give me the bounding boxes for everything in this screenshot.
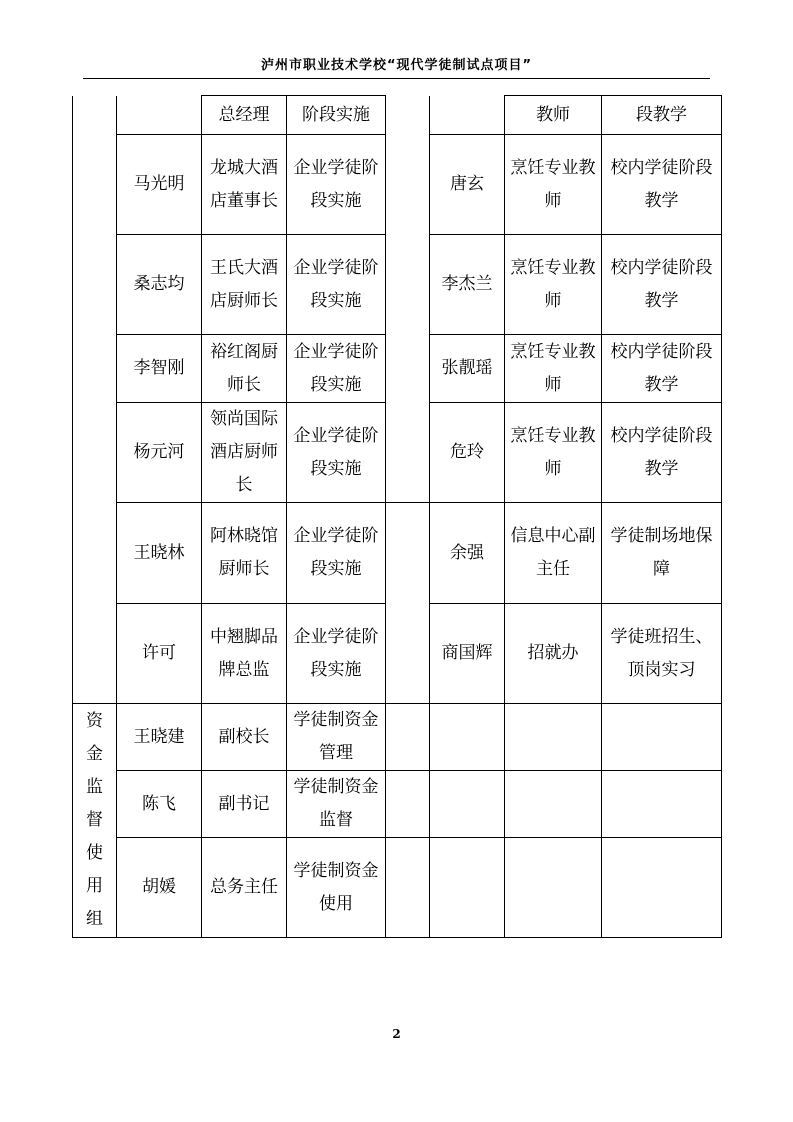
empty-cell [505,704,602,771]
empty-cell [430,704,505,771]
table-row [73,771,722,838]
name-cell: 杨元河 [117,403,202,503]
title-cell: 烹饪专业教师 [505,335,602,403]
name-cell [117,96,202,135]
name-cell: 马光明 [117,135,202,235]
duty-cell: 学徒制资金监督 [287,771,386,838]
staff-table [72,95,722,938]
empty-cell [505,838,602,938]
duty-cell: 企业学徒阶段实施 [287,235,386,335]
group-label-char: 使 [86,843,103,863]
title-cell: 总经理 [202,96,287,135]
title-cell: 裕红阁厨师长 [202,335,287,403]
empty-cell [430,838,505,938]
table-row [73,503,722,604]
title-cell: 教师 [505,96,602,135]
duty-cell: 企业学徒阶段实施 [287,604,386,704]
name-cell: 桑志均 [117,235,202,335]
name-cell: 许可 [117,604,202,704]
title-cell: 烹饪专业教师 [505,135,602,235]
name-cell: 胡媛 [117,838,202,938]
duty-cell: 企业学徒阶段实施 [287,403,386,503]
empty-cell [602,704,722,771]
title-cell: 招就办 [505,604,602,704]
name-cell: 张靓瑶 [430,335,505,403]
group-label-char: 金 [86,744,103,764]
title-cell: 领尚国际酒店厨师长 [202,403,287,503]
title-cell: 总务主任 [202,838,287,938]
group-label-continued [73,96,117,704]
table-row [73,704,722,771]
name-cell: 危玲 [430,403,505,503]
duty-cell: 学徒制资金管理 [287,704,386,771]
duty-cell: 校内学徒阶段教学 [602,335,722,403]
duty-cell: 阶段实施 [287,96,386,135]
duty-cell: 企业学徒阶段实施 [287,335,386,403]
document-header: 泸州市职业技术学校“现代学徒制试点项目” [260,58,533,73]
title-cell: 烹饪专业教师 [505,403,602,503]
duty-cell: 学徒班招生、顶岗实习 [602,604,722,704]
empty-cell [430,771,505,838]
empty-cell [386,704,430,771]
name-cell: 李智刚 [117,335,202,403]
title-cell: 龙城大酒店董事长 [202,135,287,235]
group-label-char: 督 [86,810,103,830]
group-label-char: 用 [86,876,103,896]
duty-cell: 段教学 [602,96,722,135]
name-cell: 商国辉 [430,604,505,704]
duty-cell: 学徒制资金使用 [287,838,386,938]
name-cell: 余强 [430,503,505,604]
empty-cell [505,771,602,838]
duty-cell: 校内学徒阶段教学 [602,135,722,235]
name-cell [430,96,505,135]
header-rule [83,78,710,79]
name-cell: 唐玄 [430,135,505,235]
group-label-char: 资 [86,711,103,731]
name-cell: 王晓建 [117,704,202,771]
empty-cell [386,838,430,938]
duty-cell: 学徒制场地保障 [602,503,722,604]
group-label-fund [73,704,117,938]
group-label-char: 监 [86,777,103,797]
table-row [73,838,722,938]
title-cell: 烹饪专业教师 [505,235,602,335]
name-cell: 陈飞 [117,771,202,838]
duty-cell: 校内学徒阶段教学 [602,235,722,335]
title-cell: 中翘脚品牌总监 [202,604,287,704]
title-cell: 副书记 [202,771,287,838]
page-number: 2 [392,1027,401,1041]
duty-cell: 企业学徒阶段实施 [287,135,386,235]
separator-column [386,503,430,704]
empty-cell [602,771,722,838]
empty-cell [386,771,430,838]
title-cell: 阿林晓馆厨师长 [202,503,287,604]
title-cell: 信息中心副主任 [505,503,602,604]
title-cell: 副校长 [202,704,287,771]
separator-column [386,96,430,503]
name-cell: 李杰兰 [430,235,505,335]
empty-cell [602,838,722,938]
group-label-char: 组 [86,909,103,929]
duty-cell: 企业学徒阶段实施 [287,503,386,604]
name-cell: 王晓林 [117,503,202,604]
table-row [73,96,722,135]
title-cell: 王氏大酒店厨师长 [202,235,287,335]
duty-cell: 校内学徒阶段教学 [602,403,722,503]
